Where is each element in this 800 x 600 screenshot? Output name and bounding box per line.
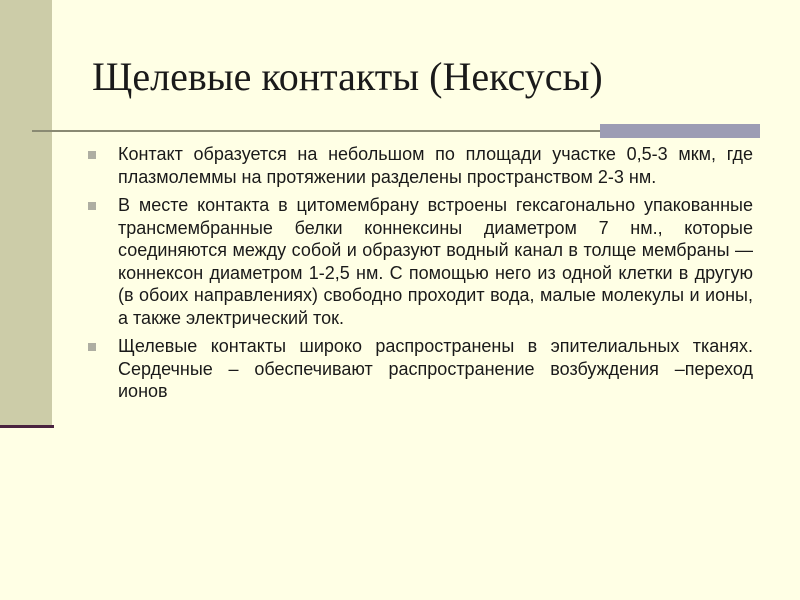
slide-title: Щелевые контакты (Нексусы): [92, 54, 603, 99]
bullet-text: В месте контакта в цитомембрану встроены гексагонально упакованные трансмембранные белки коннексины диаметром 7 нм., которые соединяются между собой и образуют водный канал в толще мембраны — коннексон диаметром 1-2,5 нм. С помощью него из одной клетки в другую (в обоих направлениях) свободно проходит вода, малые молекулы и ионы, а также электрический ток.: [118, 195, 753, 328]
title-accent-bar: [600, 124, 760, 138]
left-decorative-band: [0, 0, 52, 428]
bullet-item-contact-area: [88, 143, 753, 188]
square-bullet-icon: [88, 343, 96, 351]
bullet-text: Контакт образуется на небольшом по площади участке 0,5-3 мкм, где плазмолеммы на протяжении разделены пространством 2-3 нм.: [118, 144, 753, 187]
bullet-list: [88, 143, 753, 409]
bullet-item-distribution: [88, 335, 753, 403]
square-bullet-icon: [88, 202, 96, 210]
bullet-text: Щелевые контакты широко распространены в эпителиальных тканях. Сердечные – обеспечивают распространение возбуждения –переход ионов: [118, 336, 753, 401]
square-bullet-icon: [88, 151, 96, 159]
left-band-bottom-edge: [0, 425, 54, 428]
bullet-item-connexins: [88, 194, 753, 329]
